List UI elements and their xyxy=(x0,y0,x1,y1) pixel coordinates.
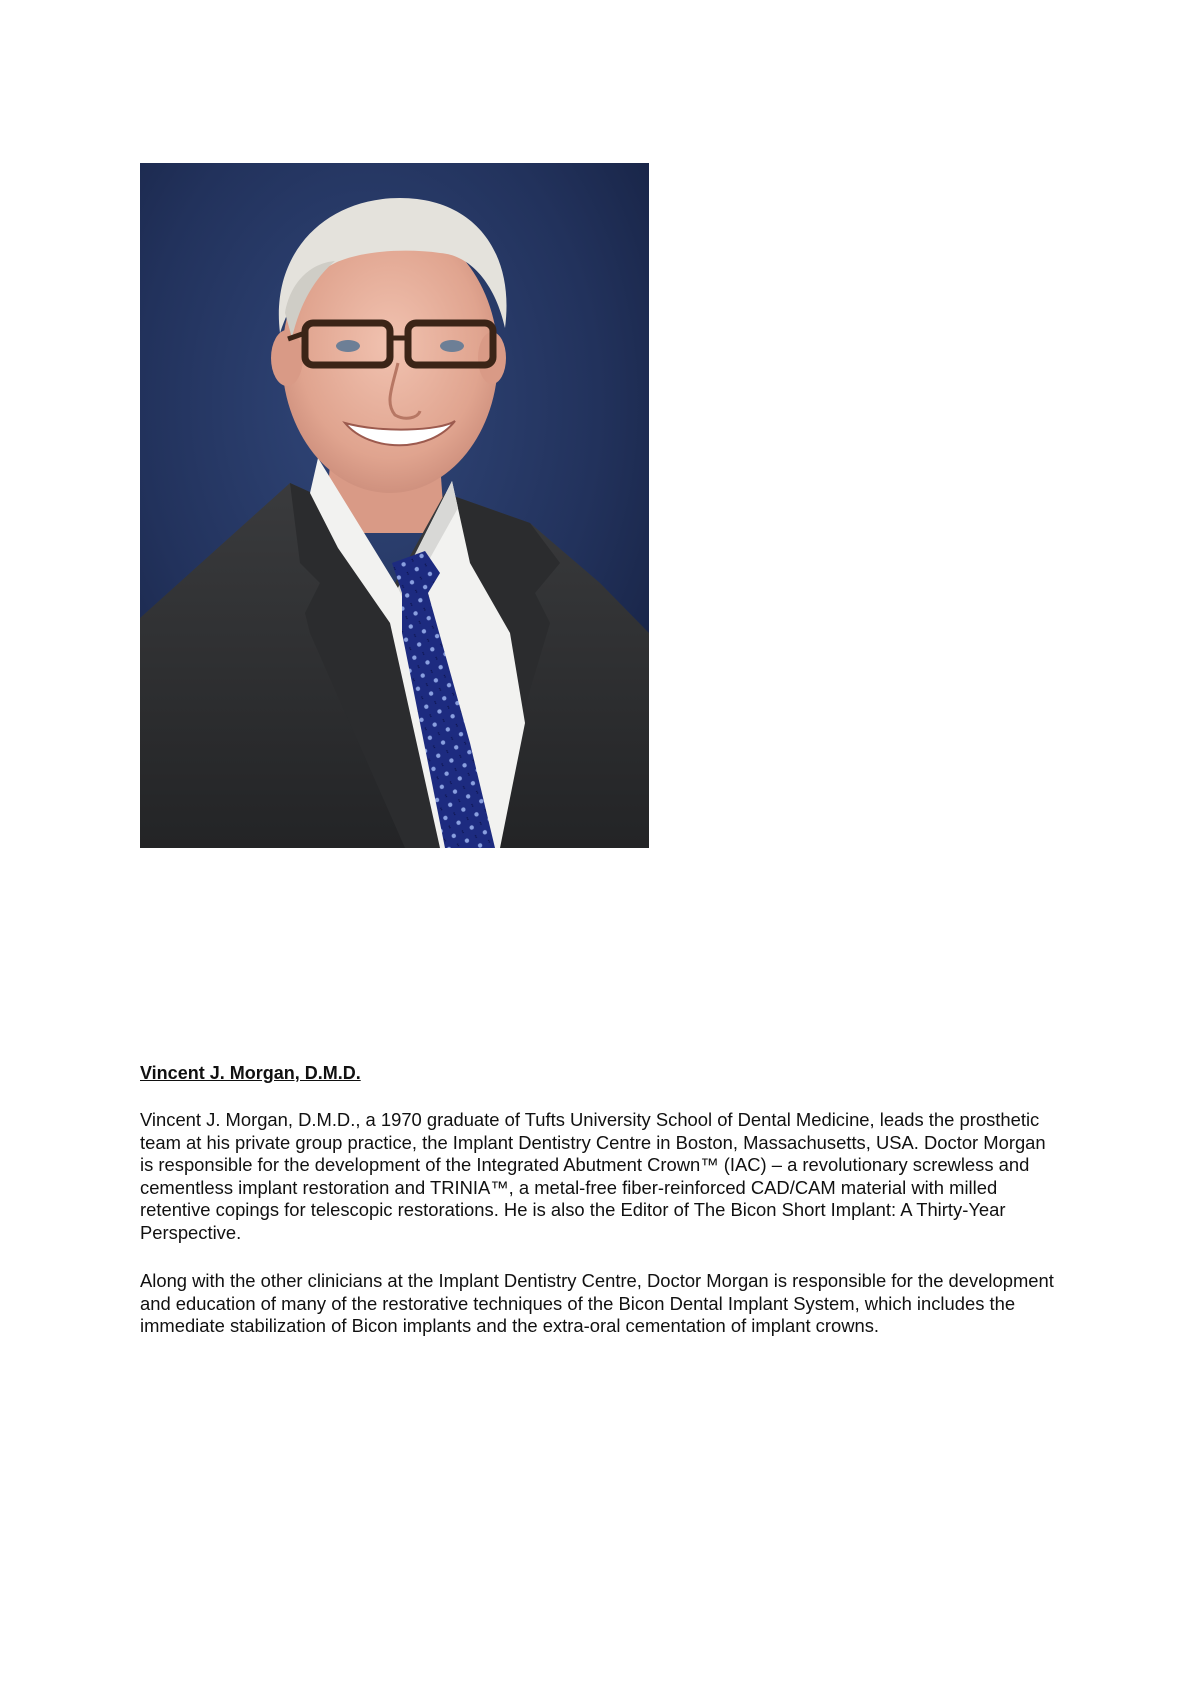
portrait-photo-icon xyxy=(140,163,649,848)
portrait-photo xyxy=(140,163,649,848)
bio-title: Vincent J. Morgan, D.M.D. xyxy=(140,1063,361,1083)
bio-paragraph-1: Vincent J. Morgan, D.M.D., a 1970 graduate of Tufts University School of Dental Medicine, leads the prosthetic team at his private group practice, the Implant Dentistry Centre in Boston, Massachusetts, USA. Doctor Morgan is responsible for the development of the Integrated Abutment Crown™ (IAC) – a revolutionary screwless and cementless implant restoration and TRINIA™, a metal-free fiber-reinforced CAD/CAM material with milled retentive copings for telescopic restorations. He is also the Editor of The Bicon Short Implant: A Thirty-Year Perspective. xyxy=(140,1109,1046,1243)
bio-paragraph-2: Along with the other clinicians at the Implant Dentistry Centre, Doctor Morgan is responsible for the development and education of many of the restorative techniques of the Bicon Dental Implant System, which includes the immediate stabilization of Bicon implants and the extra-oral cementation of implant crowns. xyxy=(140,1270,1054,1337)
